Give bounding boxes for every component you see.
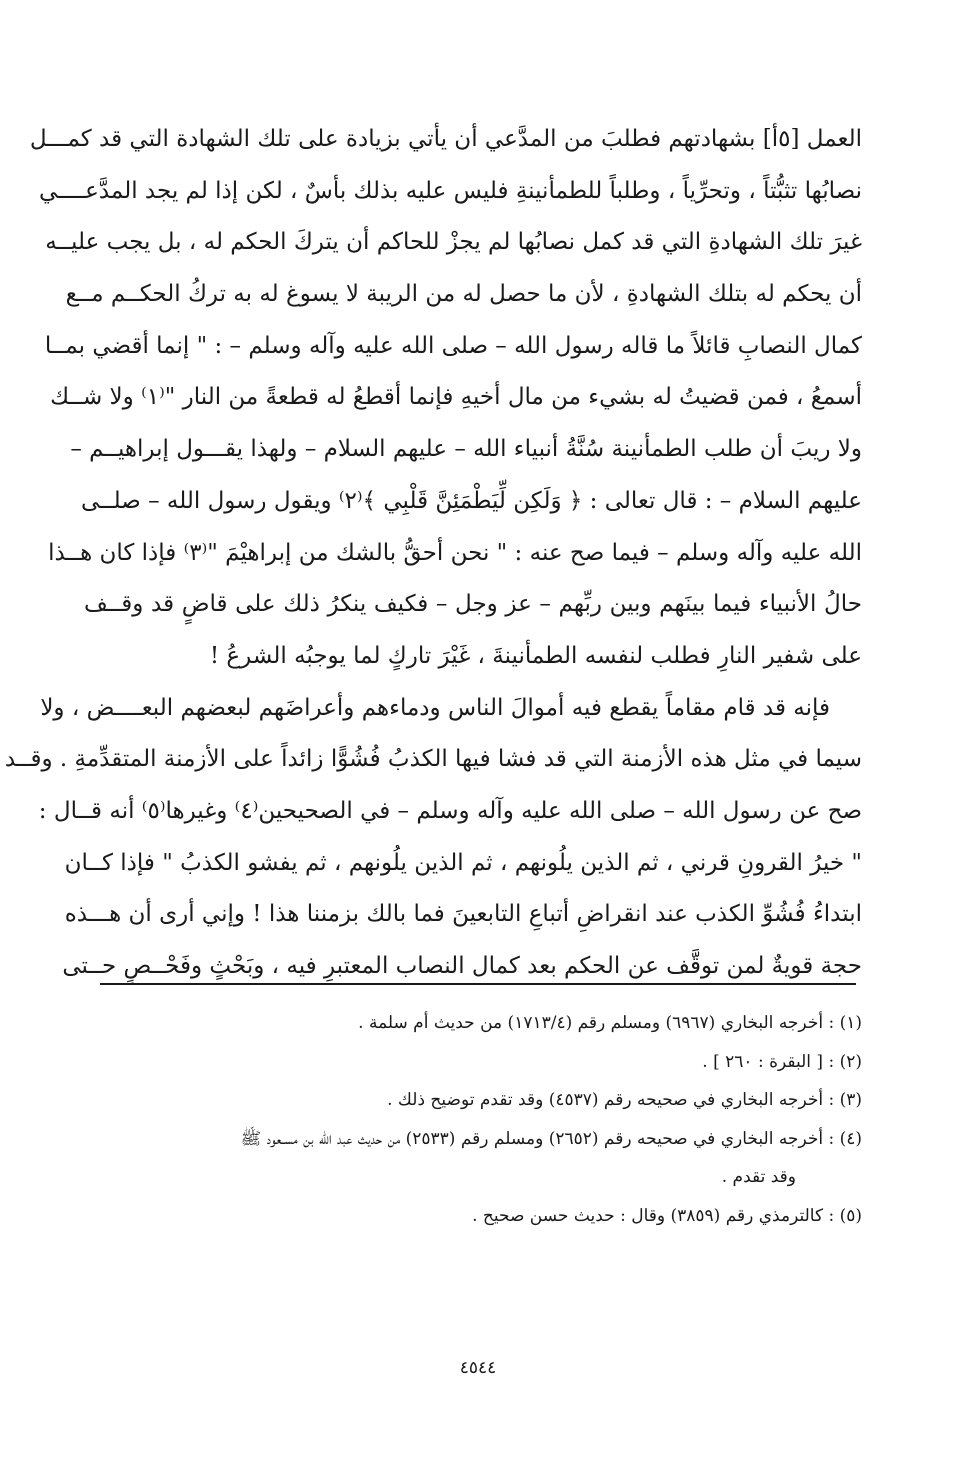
footnote: (٢) : [ البقرة : ٢٦٠ ] . [702, 1051, 862, 1072]
text-line: غيرَ تلك الشهادةِ التي قد كمل نصابُها لم يجزْ للحاكم أن يتركَ الحكم له ، بل يجب عليــه [45, 229, 862, 256]
text-line: صح عن رسول الله – صلى الله عليه وآله وسلم – في الصحيحين⁽٤⁾ وغيرها⁽٥⁾ أنه قــال : [38, 797, 862, 824]
text-line: الله عليه وآله وسلم – فيما صح عنه : " نحن أحقُّ بالشك من إبراهيْمَ "⁽٣⁾ فإذا كان هــذا [48, 539, 862, 566]
text-line: حالُ الأنبياء فيما بينَهم وبين ربِّهم – عز وجل – فكيف ينكرُ ذلك على قاضٍ قد وقــف [84, 591, 862, 618]
footnote-divider [100, 983, 856, 985]
text-line: " خيرُ القرونِ قرني ، ثم الذين يلُونهم ، ثم الذين يلُونهم ، ثم يفشو الكذبُ " فإذا كــان [64, 849, 862, 876]
footnotes [84, 1004, 862, 1235]
main-text [4, 114, 862, 993]
text-line: سيما في مثل هذه الأزمنة التي قد فشا فيها الكذبُ فُشُوًّا زائداً على الأزمنة المتقدِّمةِ . وقــد [4, 746, 862, 773]
page-number: ٤٥٤٤ [459, 1358, 497, 1378]
text-line: أن يحكم له بتلك الشهادةِ ، لأن ما حصل له من الريبة لا يسوغ له به تركُ الحكــم مــع [65, 281, 862, 308]
footnote: (٣) : أخرجه البخاري في صحيحه رقم (٤٥٣٧) وقد تقدم توضيح ذلك . [387, 1090, 862, 1110]
text-line: على شفير النارِ فطلب لنفسه الطمأنينةَ ، غَيْرَ تاركٍ لما يوجبُه الشرعُ ! [209, 642, 862, 669]
footnote-continuation: وقد تقدم . [721, 1167, 796, 1187]
text-line: نصابُها تثبُّتاً ، وتحرِّياً ، وطلباً للطمأنينةِ فليس عليه بذلك بأسٌ ، لكن إذا لم يجد المدَّعــــي [38, 177, 862, 204]
text-line: العمل [٥أ] بشهادتهم فطلبَ من المدَّعي أن يأتي بزيادة على تلك الشهادة التي قد كمـــل [29, 126, 862, 152]
footnote: (٥) : كالترمذي رقم (٣٨٥٩) وقال : حديث حسن صحيح . [472, 1205, 862, 1226]
text-line: أسمعُ ، فمن قضيتُ له بشيء من مال أخيهِ فإنما أقطعُ له قطعةً من النار "⁽١⁾ ولا شــك [50, 384, 862, 411]
text-line: حجة قويةٌ لمن توقَّف عن الحكم بعد كمال النصاب المعتبرِ فيه ، وبَحْثٍ وفَحْــصٍ حــتى [62, 953, 862, 979]
text-line: كمال النصابِ قائلاً ما قاله رسول الله – صلى الله عليه وآله وسلم – : " إنما أقضي بمــا [44, 332, 862, 359]
footnote: (٤) : أخرجه البخاري في صحيحه رقم (٢٦٥٢) ومسلم رقم (٢٥٣٣) من حديث عبد الله بن مسـعود ﷺ [240, 1128, 862, 1149]
text-line: فإنه قد قام مقاماً يقطع فيه أموالَ الناس ودماءهم وأعراضَهم لبعضهم البعــــض ، ولا [40, 694, 830, 721]
footnote: (١) : أخرجه البخاري (٦٩٦٧) ومسلم رقم (١٧١٣/٤) من حديث أم سلمة . [358, 1013, 862, 1033]
text-line: عليهم السلام – : قال تعالى : ﴿ وَلَكِن لِّيَطْمَئِنَّ قَلْبِي ﴾⁽٢⁾ ويقول رسول الله – صلــى [81, 487, 862, 514]
text-line: ولا ريبَ أن طلب الطمأنينة سُنَّةُ أنبياء الله – عليهم السلام – ولهذا يقـــول إبراهيــم – [70, 436, 862, 463]
text-line: ابتداءُ فُشُوِّ الكذب عند انقراضِ أتباعِ التابعينَ فما بالك بزمننا هذا ! وإني أرى أن هـــذه [64, 901, 862, 928]
